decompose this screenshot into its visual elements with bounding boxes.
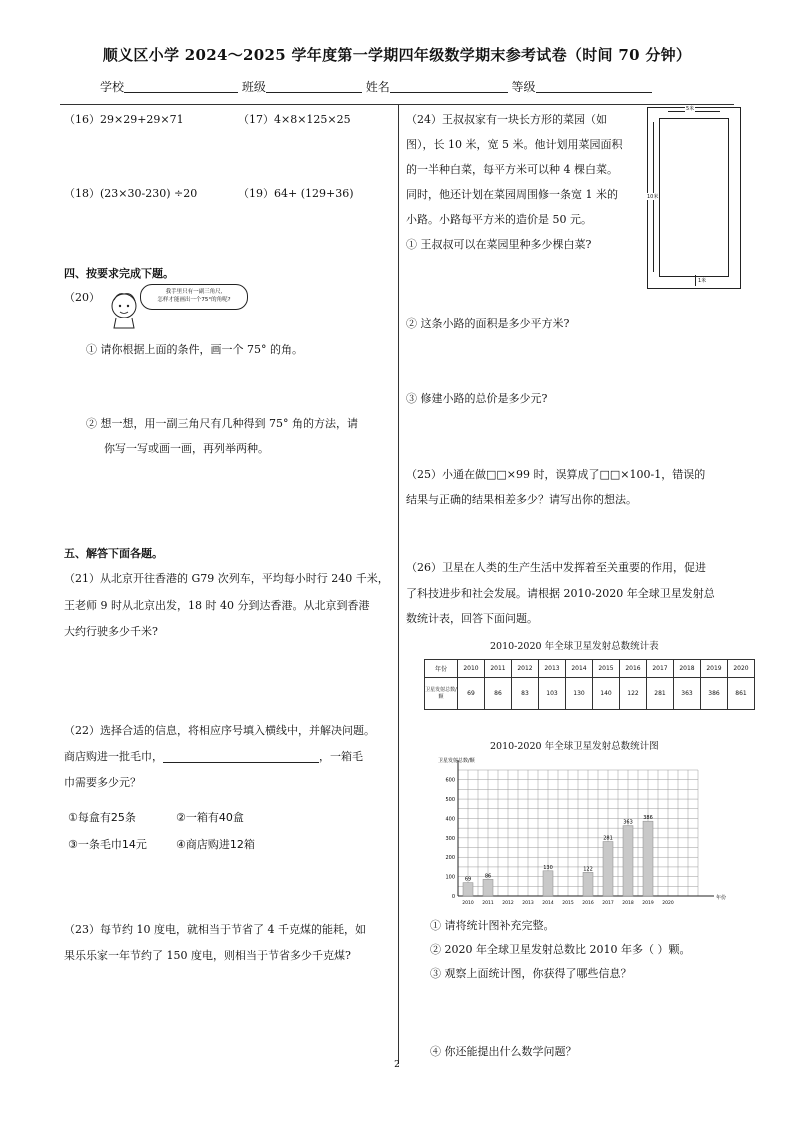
table-value-2019: 386 <box>701 678 728 710</box>
garden-figure <box>647 107 741 289</box>
x-tick-label: 2010 <box>462 901 474 906</box>
data-label-2016: 122 <box>583 866 593 873</box>
question-21-line-3: 大约行驶多少千米? <box>64 625 158 638</box>
option-2: ②一箱有40盒 <box>176 811 244 824</box>
length-label: 10米 <box>647 194 659 200</box>
table-value-2016: 122 <box>620 678 647 710</box>
option-1: ①每盒有25条 <box>68 811 136 824</box>
question-22-answer-blank[interactable] <box>163 749 319 763</box>
x-tick-label: 2011 <box>482 901 494 906</box>
satellite-bar-chart <box>420 756 727 912</box>
satellite-statistics-table <box>424 659 755 710</box>
bar-2011 <box>483 879 493 896</box>
y-tick-label: 400 <box>445 816 455 823</box>
table-header-count: 卫星发射总数/颗 <box>425 678 458 710</box>
question-25-line-2: 结果与正确的结果相差多少？请写出你的想法。 <box>406 493 637 506</box>
name-label: 姓名 <box>365 80 390 94</box>
data-label-2010: 69 <box>464 876 472 883</box>
question-24-line-1: （24）王叔叔家有一块长方形的菜园（如 <box>406 113 607 126</box>
table-year-2010: 2010 <box>458 660 485 678</box>
data-label-2017: 281 <box>603 835 613 842</box>
bar-2017 <box>603 842 613 896</box>
table-header-year: 年份 <box>425 660 458 678</box>
x-tick-label: 2016 <box>582 901 594 906</box>
table-year-2013: 2013 <box>539 660 566 678</box>
question-22-prefix: 商店购进一批毛巾， <box>64 750 163 763</box>
x-tick-label: 2014 <box>542 901 554 906</box>
column-divider <box>398 104 399 1064</box>
y-tick-label: 0 <box>451 894 455 900</box>
y-tick-label: 300 <box>445 835 455 842</box>
question-16: （16）29×29+29×71 <box>64 113 184 126</box>
table-year-2018: 2018 <box>674 660 701 678</box>
question-26-part-3: ③ 观察上面统计图，你获得了哪些信息？ <box>430 967 632 980</box>
table-year-2014: 2014 <box>566 660 593 678</box>
question-18: （18）(23×30-230) ÷20 <box>64 187 198 200</box>
data-label-2011: 86 <box>484 873 492 880</box>
question-26-part-1: ① 请将统计图补充完整。 <box>430 919 555 932</box>
question-20: （20） <box>64 291 100 304</box>
class-blank[interactable] <box>266 80 362 93</box>
table-value-2018: 363 <box>674 678 701 710</box>
school-blank[interactable] <box>124 80 238 93</box>
width-label: 5米 <box>686 106 695 112</box>
bubble-line-1: 我手里只有一副三角尺, <box>165 289 223 295</box>
school-label: 学校 <box>100 80 125 94</box>
question-17: （17）4×8×125×25 <box>238 113 351 126</box>
question-23-line-2: 果乐乐家一年节约了 150 度电，则相当于节省多少千克煤? <box>64 949 351 962</box>
chart-title: 2010-2020 年全球卫星发射总数统计图 <box>490 741 659 752</box>
header-divider <box>60 104 734 105</box>
table-year-2019: 2019 <box>701 660 728 678</box>
table-year-2011: 2011 <box>485 660 512 678</box>
question-22-line-3: 巾需要多少元？ <box>64 776 141 789</box>
question-26-line-2: 了科技进步和社会发展。请根据 2010-2020 年全球卫星发射总 <box>406 587 715 600</box>
section-4-heading: 四、按要求完成下题。 <box>64 267 174 280</box>
question-22-suffix: ，一箱毛 <box>319 750 363 763</box>
question-24-line-5: 小路。小路每平方米的造价是 50 元。 <box>406 213 592 226</box>
question-21-line-2: 王老师 9 时从北京出发，18 时 40 分到达香港。从北京到香港 <box>64 599 370 612</box>
table-year-2017: 2017 <box>647 660 674 678</box>
bubble-line-2: 怎样才能画出一个75°的角呢? <box>157 297 231 303</box>
question-24-part-3: ③ 修建小路的总价是多少元? <box>406 392 548 405</box>
bar-2016 <box>583 872 593 896</box>
question-26-line-3: 数统计表，回答下面问题。 <box>406 612 538 625</box>
table-value-2020: 861 <box>728 678 755 710</box>
question-20-part-2-line-2: 你写一写或画一画，再列举两种。 <box>104 442 269 455</box>
data-label-2019: 386 <box>643 815 653 822</box>
y-tick-label: 600 <box>445 777 455 784</box>
table-year-2020: 2020 <box>728 660 755 678</box>
table-year-2012: 2012 <box>512 660 539 678</box>
option-3: ③一条毛巾14元 <box>68 838 147 851</box>
question-24-line-4: 同时，他还计划在菜园周围修一条宽 1 米的 <box>406 188 618 201</box>
path-arrow <box>695 275 696 286</box>
question-23-line-1: （23）每节约 10 度电，就相当于节省了 4 千克煤的能耗，如 <box>64 923 366 936</box>
grade-label: 等级 <box>511 80 536 94</box>
question-26-line-1: （26）卫星在人类的生产生活中发挥着至关重要的作用，促进 <box>406 561 706 574</box>
bar-2019 <box>643 821 653 896</box>
question-19: （19）64+ (129+36) <box>238 187 354 200</box>
table-value-2014: 130 <box>566 678 593 710</box>
question-26-part-4: ④ 你还能提出什么数学问题？ <box>430 1045 577 1058</box>
grade-blank[interactable] <box>536 80 652 93</box>
data-label-2014: 130 <box>543 864 553 871</box>
question-22-line-1: （22）选择合适的信息，将相应序号填入横线中，并解决问题。 <box>64 724 375 737</box>
path-label: 1米 <box>698 278 707 284</box>
table-value-2015: 140 <box>593 678 620 710</box>
section-5-heading: 五、解答下面各题。 <box>64 547 163 560</box>
question-24-part-2: ② 这条小路的面积是多少平方米? <box>406 317 570 330</box>
y-axis-label: 卫星发射总数/颗 <box>438 758 475 764</box>
table-title: 2010-2020 年全球卫星发射总数统计表 <box>490 641 659 652</box>
y-tick-label: 500 <box>445 797 455 804</box>
table-value-2010: 69 <box>458 678 485 710</box>
x-axis-label: 年份 <box>716 895 727 901</box>
x-tick-label: 2017 <box>602 901 614 906</box>
vegetable-garden-rect <box>659 118 729 277</box>
table-year-2016: 2016 <box>620 660 647 678</box>
class-label: 班级 <box>241 80 266 94</box>
table-value-2017: 281 <box>647 678 674 710</box>
y-tick-label: 100 <box>445 874 455 881</box>
bar-2018 <box>623 826 633 896</box>
x-tick-label: 2012 <box>502 901 514 906</box>
data-label-2018: 363 <box>623 819 633 826</box>
name-blank[interactable] <box>390 80 508 93</box>
page-title: 顺义区小学 2024～2025 学年度第一学期四年级数学期末参考试卷（时间 70 分钟） <box>102 46 692 64</box>
x-tick-label: 2013 <box>522 901 534 906</box>
question-21-line-1: （21）从北京开往香港的 G79 次列车，平均每小时行 240 千米， <box>64 572 389 585</box>
bar-2014 <box>543 871 553 896</box>
question-20-part-1: ① 请你根据上面的条件，画一个 75° 的角。 <box>86 343 303 356</box>
x-tick-label: 2020 <box>662 901 674 906</box>
x-tick-label: 2019 <box>642 901 654 906</box>
x-tick-label: 2018 <box>622 901 634 906</box>
speech-bubble <box>140 284 248 310</box>
option-4: ④商店购进12箱 <box>176 838 255 851</box>
question-22-line-2 <box>64 745 363 768</box>
question-24-part-1: ① 王叔叔可以在菜园里种多少棵白菜? <box>406 238 592 251</box>
page-number: 2 <box>394 1060 400 1070</box>
table-year-2015: 2015 <box>593 660 620 678</box>
question-25-line-1: （25）小通在做□□×99 时，误算成了□□×100-1，错误的 <box>406 468 706 481</box>
bar-2010 <box>463 883 473 896</box>
question-24-line-3: 的一半种白菜，每平方米可以种 4 棵白菜。 <box>406 163 618 176</box>
table-value-2011: 86 <box>485 678 512 710</box>
cartoon-kid-icon <box>106 290 144 330</box>
table-value-2013: 103 <box>539 678 566 710</box>
table-value-2012: 83 <box>512 678 539 710</box>
question-20-part-2-line-1: ② 想一想，用一副三角尺有几种得到 75° 角的方法，请 <box>86 417 358 430</box>
x-tick-label: 2015 <box>562 901 574 906</box>
student-info-row <box>100 78 652 95</box>
y-tick-label: 200 <box>445 855 455 862</box>
question-26-part-2: ② 2020 年全球卫星发射总数比 2010 年多（ ）颗。 <box>430 943 691 956</box>
question-24-line-2: 图），长 10 米，宽 5 米。他计划用菜园面积 <box>406 138 623 151</box>
